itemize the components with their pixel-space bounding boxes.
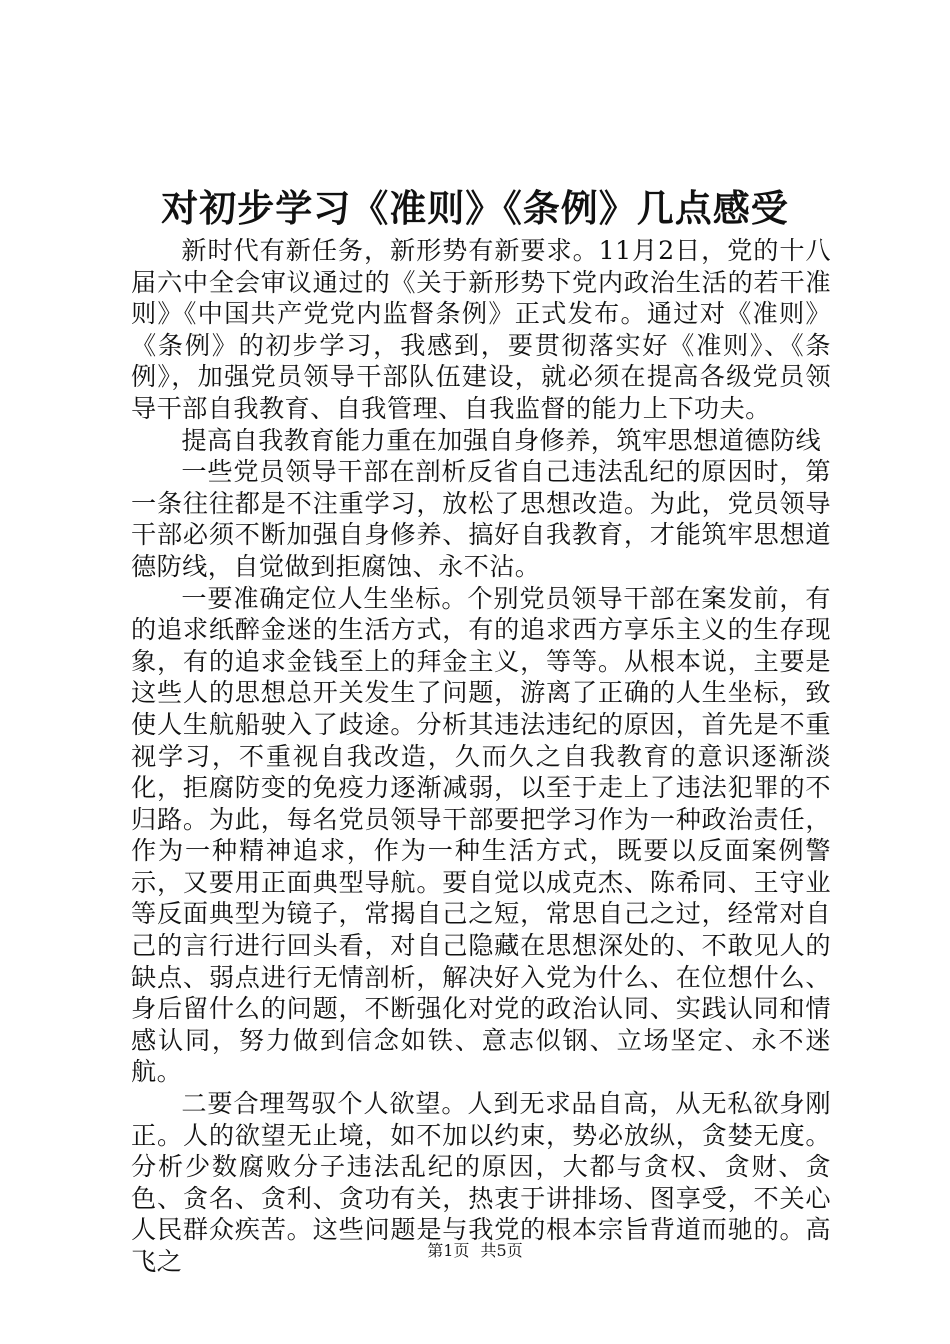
paragraph-section-intro: 一些党员领导干部在剖析反省自己违法乱纪的原因时，第一条往往都是不注重学习，放松了思想改造。为此，党员领导干部必须不断加强自身修养、搞好自我教育，才能筑牢思想道德防线，自觉做到拒腐蚀、永不沾。 xyxy=(131,457,831,581)
paragraph-point-one: 一要准确定位人生坐标。个别党员领导干部在案发前，有的追求纸醉金迷的生活方式，有的追求西方享乐主义的生存现象，有的追求金钱至上的拜金主义，等等。从根本说，主要是这些人的思想总开关发生了问题，游离了正确的人生坐标，致使人生航船驶入了歧途。分析其违法违纪的原因，首先是不重视学习，不重视自我改造，久而久之自我教育的意识逐渐淡化，拒腐防变的免疫力逐渐减弱，以至于走上了违法犯罪的不归路。为此，每名党员领导干部要把学习作为一种政治责任，作为一种精神追求，作为一种生活方式，既要以反面案例警示，又要用正面典型导航。要自觉以成克杰、陈希同、王守业等反面典型为镜子，常揭自己之短，常思自己之过，经常对自己的言行进行回头看，对自己隐藏在思想深处的、不敢见人的缺点、弱点进行无情剖析，解决好入党为什么、在位想什么、身后留什么的问题，不断强化对党的政治认同、实践认同和情感认同，努力做到信念如铁、意志似钢、立场坚定、永不迷航。 xyxy=(131,583,831,1087)
page-footer xyxy=(0,1241,950,1261)
document-body xyxy=(131,235,831,1278)
page-total: 共5页 xyxy=(480,1241,523,1260)
section-heading: 提高自我教育能力重在加强自身修养，筑牢思想道德防线 xyxy=(181,425,822,455)
page-number: 第1页 xyxy=(427,1241,470,1260)
document-title: 对初步学习《准则》《条例》几点感受 xyxy=(161,186,789,230)
paragraph-intro: 新时代有新任务，新形势有新要求。11月2日，党的十八届六中全会审议通过的《关于新形势下党内政治生活的若干准则》《中国共产党党内监督条例》正式发布。通过对《准则》《条例》的初步学习，我感到，要贯彻落实好《准则》、《条例》，加强党员领导干部队伍建设，就必须在提高各级党员领导干部自我教育、自我管理、自我监督的能力上下功夫。 xyxy=(131,236,831,423)
paragraph-point-two: 二要合理驾驭个人欲望。人到无求品自高，从无私欲身刚正。人的欲望无止境，如不加以约束，势必放纵，贪婪无度。分析少数腐败分子违法乱纪的原因，大都与贪权、贪财、贪色、贪名、贪利、贪功有关，热衷于讲排场、图享受，不关心人民群众疾苦。这些问题是与我党的根本宗旨背道而驰的。高飞之 xyxy=(131,1089,831,1276)
